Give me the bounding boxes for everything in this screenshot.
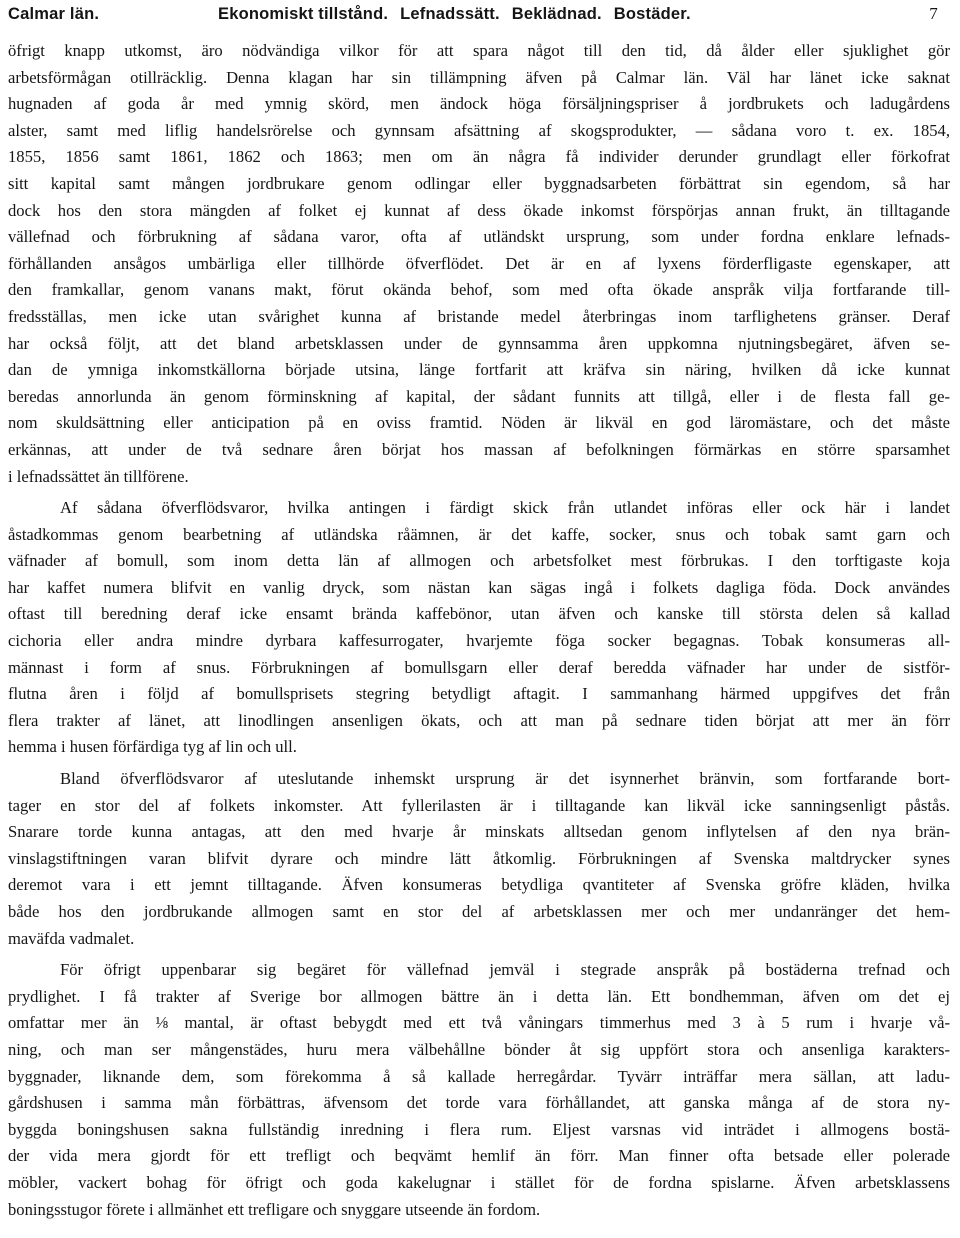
text-line: dan de ymniga inkomstkällorna började utsina, länge fortfarit att kräfva sin näring, hvilken då icke kunnat bbox=[8, 360, 950, 380]
text-line: flera trakter af länet, att linodlingen ansenligen ökats, och att man på sednare tiden börjat att mer än förr bbox=[8, 710, 950, 730]
text-line: Snarare torde kunna antagas, att den med hvarje år minskats alltsedan genom inflytelsen af den nya brän- bbox=[8, 822, 950, 842]
text-line: maväfda vadmalet. bbox=[8, 928, 135, 948]
text-line: erkännas, att under de två sednare åren börjat hos massan af befolkningen förmärkas en större sparsamhet bbox=[8, 439, 950, 459]
text-line: byggnader, liknande dem, som förekomma å så kallade herregårdar. Tyvärr inträffar mera sällan, att ladu- bbox=[8, 1066, 950, 1086]
page-number: 7 bbox=[929, 4, 938, 23]
header-topic: Bostäder. bbox=[613, 5, 691, 23]
text-line: hemma i husen förfärdiga tyg af lin och ull. bbox=[8, 737, 297, 757]
header-topics bbox=[218, 5, 929, 24]
text-line: möbler, vackert bohag för öfrigt och goda kakelugnar i stället för de fordna spislarne. Äfven arbetsklassens bbox=[8, 1172, 950, 1192]
text-line: öfrigt knapp utkomst, äro nödvändiga vilkor för att spara något till den tid, då ålder eller sjuklighet gör bbox=[8, 41, 950, 60]
text-line: gårdshusen i samma mån förbättras, äfvensom det torde vara förhållandet, att ganska många af de stora ny- bbox=[8, 1093, 950, 1113]
text-line: sitt kapital samt mången jordbrukare genom odlingar eller byggnadsarbeten förbättrat sin egendom, så har bbox=[8, 173, 950, 193]
text-line: vällefnad och förbrukning af sådana varor, ofta af utländskt ursprung, som under fordna enklare lefnads- bbox=[8, 227, 950, 247]
header-topic: Beklädnad. bbox=[511, 5, 602, 23]
text-line: byggda boningshusen sakna fullständig inredning i flera rum. Eljest varsnas vid inträdet i allmogens bostä- bbox=[8, 1119, 950, 1139]
text-line: alster, samt med liflig handelsrörelse och gynnsam afsättning af skogsprodukter, — sådana voro t. ex. 1854, bbox=[8, 120, 950, 140]
text-line: fredsställas, men icke utan svårighet kunna af bristande medel återbringas inom tarflighetens gränser. Deraf bbox=[8, 306, 950, 326]
county-title: Calmar län. bbox=[8, 5, 100, 23]
text-line: 1855, 1856 samt 1861, 1862 och 1863; men om än några få individer derunder grundlagt eller förkofrat bbox=[8, 147, 950, 167]
text-line: arbetsförmågan otillräcklig. Denna klagan har sin tillämpning äfven på Calmar län. Väl har länet icke saknat bbox=[8, 67, 950, 87]
text-line: omfattar mer än ⅛ mantal, är oftast bebygdt med ett två våningars timmerhus med 3 à 5 rum i hvarje vå- bbox=[8, 1013, 950, 1033]
text-line: den framkallar, genom vanans makt, förut okända behof, som med ofta ökade anspråk vilja fortfarande till- bbox=[8, 280, 950, 300]
text-line: cichoria eller andra mindre dyrbara kaffesurrogater, hvarjemte föga socker begagnas. Tobak konsumeras all- bbox=[8, 631, 950, 651]
text-line: har kaffet numera blifvit en vanlig dryck, som nästan kan sägas ingå i folkets dagliga föda. Dock användes bbox=[8, 577, 950, 597]
text-line: männast i form af snus. Förbrukningen af bomullsgarn eller deraf beredda väfnader har under de sistför- bbox=[8, 657, 950, 677]
text-line: För öfrigt uppenbarar sig begäret för vällefnad jemväl i stegrade anspråk på bostäderna trefnad och bbox=[60, 960, 950, 980]
running-header bbox=[8, 4, 950, 32]
text-line: väfnader af bomull, som inom detta län af allmogen och arbetsfolket mest förbrukas. I den torftigaste koja bbox=[8, 551, 950, 571]
text-line: förhållanden ansågos umbärliga eller tillhörde öfverflödet. Det är en af lyxens förderfligaste egenskaper, att bbox=[8, 253, 950, 273]
text-line: både hos den jordbrukande allmogen samt en stor del af arbetsklassen mer och mer undanränger det hem- bbox=[8, 902, 950, 921]
body-text bbox=[8, 38, 950, 1223]
text-line: tager en stor del af folkets inkomster. Att fyllerilasten är i tilltagande kan likväl icke sanningsenligt påstås. bbox=[8, 795, 950, 815]
header-topic: Lefnadssätt. bbox=[400, 5, 500, 23]
text-line: i lefnadssättet än tillförene. bbox=[8, 466, 189, 486]
text-line: der vida mera gjordt för ett trefligt och beqvämt hemlif än förr. Man finner ofta betsade eller polerade bbox=[8, 1146, 950, 1166]
text-line: ning, och man ser mångenstädes, huru mera välbehållne bönder åt sig uppfört stora och ansenliga karakters- bbox=[8, 1039, 950, 1059]
text-line: Bland öfverflödsvaror af uteslutande inhemskt ursprung är det isynnerhet bränvin, som fortfarande bort- bbox=[60, 769, 950, 789]
text-line: prydlighet. I få trakter af Sverige bor allmogen bättre än i detta län. Ett bondhemman, äfven om det ej bbox=[8, 986, 950, 1006]
text-line: dock hos den stora mängden af folket ej kunnat af dess ökade inkomst förspörjas annan frukt, än tilltagande bbox=[8, 200, 950, 220]
text-line: vinslagstiftningen varan blifvit dyrare och mindre lätt åtkomlig. Förbrukningen af Svenska maltdrycker synes bbox=[8, 848, 950, 868]
text-line: har också följt, att det bland arbetsklassen under de gynnsamma åren uppkomna njutningsbegäret, äfven se- bbox=[8, 333, 950, 353]
text-line: Af sådana öfverflödsvaror, hvilka antingen i färdigt skick från utlandet införas eller ock här i landet bbox=[60, 498, 950, 518]
text-line: deremot vara i ett jemnt tilltagande. Äfven konsumeras betydliga qvantiteter af Svenska gröfre kläden, hvilka bbox=[8, 875, 950, 895]
text-line: åstadkommas genom bearbetning af utländska råämnen, är det kaffe, socker, snus och tobak samt garn och bbox=[8, 524, 950, 544]
text-line: oftast till beredning deraf icke ensamt brända kaffebönor, utan äfven och kanske till största delen så kallad bbox=[8, 604, 950, 624]
header-topic: Ekonomiskt tillstånd. bbox=[218, 5, 389, 23]
text-line: flutna åren i följd af bomullsprisets stegring betydligt aftagit. I sammanhang härmed uppgifves det från bbox=[8, 684, 950, 704]
text-line: beredas annorlunda än genom förminskning af kapital, der sådant funnits att tillgå, eller i de flesta fall ge- bbox=[8, 386, 950, 406]
text-line: nom skuldsättning eller anticipation på en oviss framtid. Nöden är likväl en god läromästare, och det måste bbox=[8, 413, 950, 433]
text-line: boningsstugor förete i allmänhet ett trefligare och snyggare utseende än fordom. bbox=[8, 1199, 541, 1219]
text-line: hugnaden af goda år med ymnig skörd, men ändock höga försäljningspriser å jordbrukets och ladugårdens bbox=[8, 94, 950, 114]
